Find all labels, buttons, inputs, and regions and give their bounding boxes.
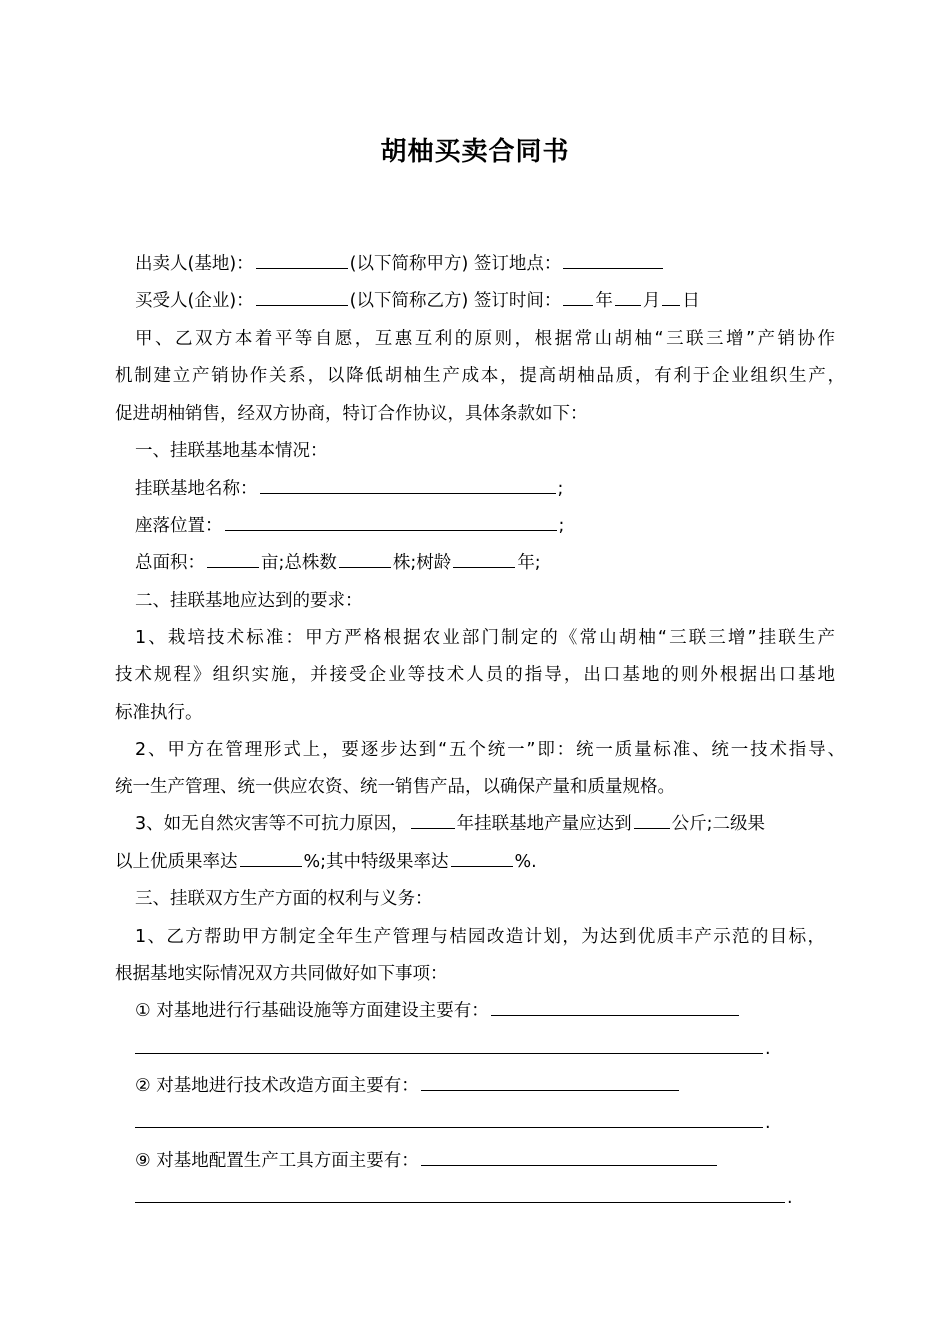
- year-label: 年: [595, 291, 613, 311]
- month-label: 月: [642, 291, 661, 311]
- base-name-blank: [260, 492, 556, 494]
- clause-2-3-line-2: [115, 850, 537, 874]
- clause-2-3-text-d: 以上优质果率达: [115, 852, 238, 872]
- area-label: 总面积：: [135, 553, 205, 573]
- day-label: 日: [682, 291, 700, 311]
- item-2-continuation: [135, 1111, 771, 1135]
- location-line: [135, 514, 564, 538]
- buyer-blank: [256, 304, 348, 306]
- tree-age-end: 年;: [517, 553, 541, 573]
- seller-blank: [256, 267, 348, 269]
- item-1-label: ① 对基地进行行基础设施等方面建设主要有：: [135, 1001, 489, 1021]
- base-name-label: 挂联基地名称：: [135, 479, 258, 499]
- sign-place-blank: [563, 267, 663, 269]
- location-label: 座落位置：: [135, 516, 223, 536]
- item-2-end: .: [765, 1113, 771, 1133]
- target-year-blank: [411, 827, 455, 829]
- preamble-line-3: 促进胡柚销售，经双方协商，特订合作协议，具体条款如下：: [115, 404, 588, 424]
- buyer-label: 买受人(企业)：: [135, 291, 254, 311]
- document-title: 胡柚买卖合同书: [380, 137, 570, 167]
- clause-2-3-text-a: 3、如无自然灾害等不可抗力原因，: [135, 814, 409, 834]
- item-3-blank: [421, 1164, 717, 1166]
- item-2-blank: [421, 1089, 679, 1091]
- tree-count-blank: [339, 566, 391, 568]
- tree-count-label: 亩;总株数: [261, 553, 337, 573]
- location-end: ;: [558, 516, 565, 536]
- section-2-heading: 二、挂联基地应达到的要求：: [135, 591, 363, 611]
- seller-suffix: (以下简称甲方) 签订地点：: [349, 254, 562, 274]
- clause-2-1-line-3: 标准执行。: [115, 703, 203, 723]
- item-1-line: [135, 999, 741, 1023]
- section-3-heading: 三、挂联双方生产方面的权利与义务：: [135, 889, 433, 909]
- tree-age-label: 株;树龄: [392, 553, 452, 573]
- item-1-end: .: [765, 1039, 771, 1059]
- buyer-line: [135, 289, 700, 313]
- area-line: [135, 551, 541, 575]
- clause-2-1-line-1: 1、栽培技术标准：甲方严格根据农业部门制定的《常山胡柚“三联三增”挂联生产: [135, 628, 835, 648]
- item-1-continuation: [135, 1037, 771, 1061]
- clause-3-1-line-2: 根据基地实际情况双方共同做好如下事项：: [115, 964, 448, 984]
- clause-2-1-line-2: 技术规程》组织实施，并接受企业等技术人员的指导，出口基地的则外根据出口基地: [115, 665, 835, 685]
- clause-3-1-line-1: 1、乙方帮助甲方制定全年生产管理与桔园改造计划，为达到优质丰产示范的目标，: [135, 927, 825, 947]
- base-name-end: ;: [557, 479, 564, 499]
- area-blank: [207, 566, 259, 568]
- item-2-blank-2: [135, 1126, 763, 1128]
- item-3-line: [135, 1149, 719, 1173]
- clause-2-3-text-c: 公斤;二级果: [671, 814, 766, 834]
- item-2-line: [135, 1074, 681, 1098]
- premium-rate-blank: [240, 865, 302, 867]
- item-3-label: ⑨ 对基地配置生产工具方面主要有：: [135, 1151, 419, 1171]
- item-3-end: .: [787, 1188, 793, 1208]
- clause-2-3-line-1: [135, 812, 765, 836]
- buyer-suffix: (以下简称乙方) 签订时间：: [349, 291, 562, 311]
- clause-2-3-text-e: %;其中特级果率达: [303, 852, 449, 872]
- clause-2-2-line-1: 2、甲方在管理形式上，要逐步达到“五个统一”即：统一质量标准、统一技术指导、: [135, 740, 845, 760]
- special-rate-blank: [451, 865, 513, 867]
- day-blank: [662, 304, 680, 306]
- seller-line: [135, 252, 665, 276]
- clause-2-3-text-b: 年挂联基地产量应达到: [456, 814, 632, 834]
- item-3-blank-2: [135, 1201, 785, 1203]
- year-blank: [563, 304, 593, 306]
- item-1-blank: [491, 1014, 739, 1016]
- yield-blank: [634, 827, 670, 829]
- tree-age-blank: [453, 566, 515, 568]
- location-blank: [225, 529, 557, 531]
- clause-2-3-text-f: %.: [514, 852, 537, 872]
- base-name-line: [135, 477, 563, 501]
- preamble-line-1: 甲、乙双方本着平等自愿，互惠互利的原则，根据常山胡柚“三联三增”产销协作: [135, 329, 835, 349]
- item-3-continuation: [135, 1186, 793, 1210]
- item-2-label: ② 对基地进行技术改造方面主要有：: [135, 1076, 419, 1096]
- clause-2-2-line-2: 统一生产管理、统一供应农资、统一销售产品，以确保产量和质量规格。: [115, 777, 675, 797]
- section-1-heading: 一、挂联基地基本情况：: [135, 441, 328, 461]
- seller-label: 出卖人(基地)：: [135, 254, 254, 274]
- month-blank: [615, 304, 641, 306]
- item-1-blank-2: [135, 1052, 763, 1054]
- preamble-line-2: 机制建立产销协作关系，以降低胡柚生产成本，提高胡柚品质，有利于企业组织生产，: [115, 366, 845, 386]
